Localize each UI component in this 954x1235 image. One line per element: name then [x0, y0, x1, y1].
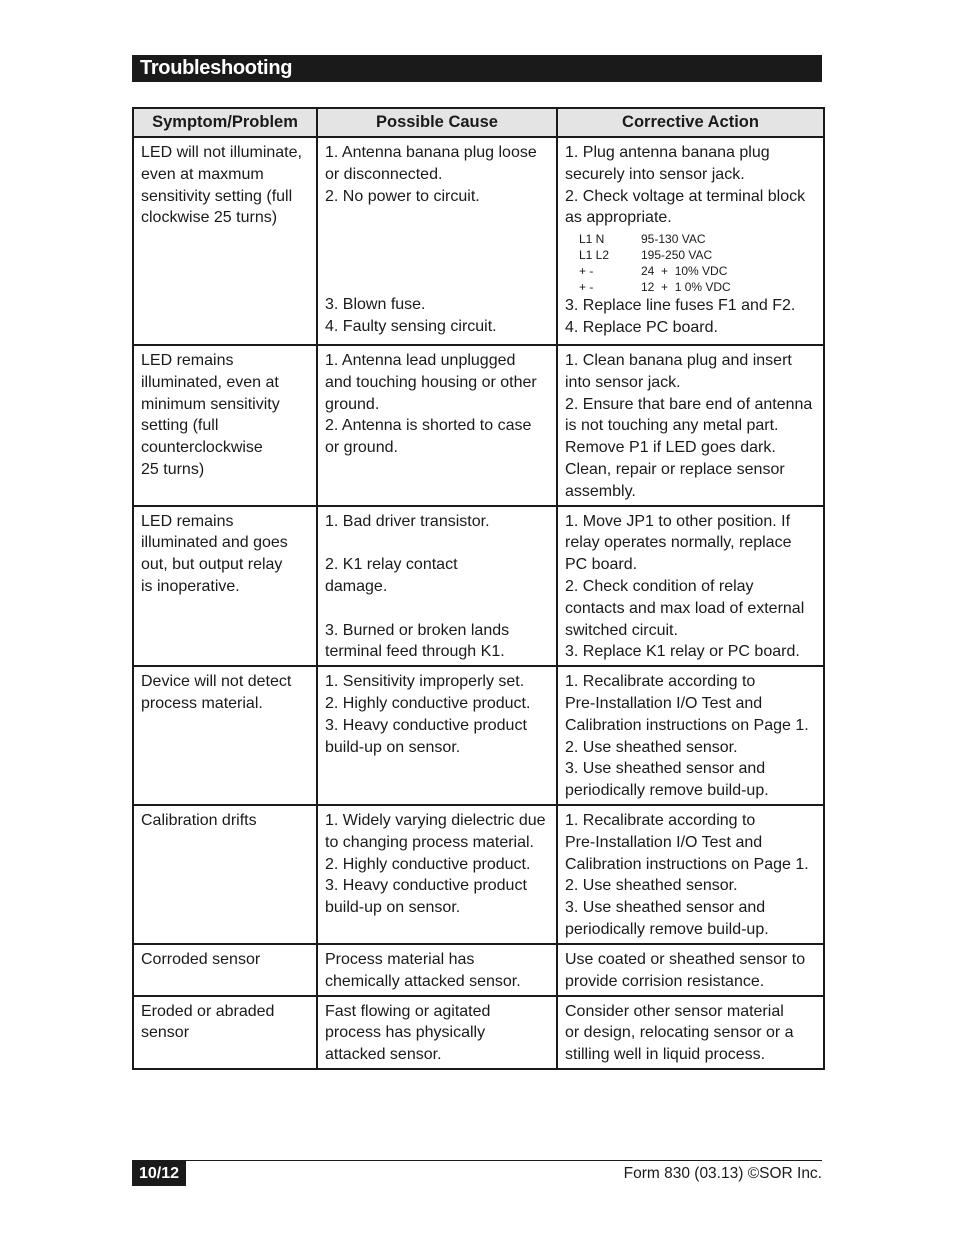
- cell-line: Calibration drifts: [141, 811, 257, 829]
- cell-line: sensor: [141, 1024, 190, 1042]
- cell-line: Pre-Installation I/O Test and: [565, 833, 763, 851]
- voltage-row: [579, 263, 815, 279]
- symptom-cell: [133, 506, 317, 667]
- cell-line: securely into sensor jack.: [565, 165, 745, 183]
- table-row: [133, 345, 824, 506]
- cell-line: periodically remove build-up.: [565, 782, 769, 800]
- troubleshooting-table: [132, 107, 825, 1070]
- cell-line: attacked sensor.: [325, 1046, 442, 1064]
- action-cell: [557, 666, 824, 805]
- cell-line: 3. Heavy conductive product: [325, 716, 527, 734]
- cause-cell: [317, 805, 557, 944]
- table-row: [133, 137, 824, 345]
- cell-line: 3. Replace line fuses F1 and F2.: [565, 297, 796, 315]
- cell-line: 1. Antenna lead unplugged: [325, 352, 516, 369]
- cell-line: Eroded or abraded: [141, 1002, 275, 1020]
- cell-line: 3. Use sheathed sensor and: [565, 760, 766, 778]
- cell-line: is inoperative.: [141, 577, 240, 595]
- cell-line: terminal feed through K1.: [325, 643, 505, 661]
- voltage-terminal: L1 L2: [579, 248, 610, 263]
- cell-line: [325, 598, 548, 620]
- cell-line: 4. Faulty sensing circuit.: [325, 318, 497, 336]
- cell-line: 3. Blown fuse.: [325, 296, 426, 314]
- cell-line: 1. Sensitivity improperly set.: [325, 673, 525, 691]
- cell-line: 3. Replace K1 relay or PC board.: [565, 643, 800, 661]
- voltage-value: 95-130 VAC: [641, 232, 706, 247]
- section-header-bar: [132, 55, 822, 82]
- cell-line: 1. Recalibrate according to: [565, 811, 756, 829]
- cell-line: chemically attacked sensor.: [325, 972, 521, 990]
- cell-line: damage.: [325, 577, 388, 595]
- voltage-row: [579, 247, 815, 263]
- page-number-badge: 10/12: [132, 1161, 186, 1186]
- table-row: [133, 996, 824, 1069]
- symptom-cell: [133, 944, 317, 996]
- action-cell: [557, 805, 824, 944]
- symptom-cell: [133, 996, 317, 1069]
- table-row: [133, 805, 824, 944]
- cell-line: Device will not detect: [141, 673, 292, 691]
- cell-line: LED remains: [141, 352, 234, 369]
- cell-line: to changing process material.: [325, 833, 534, 851]
- symptom-cell: [133, 805, 317, 944]
- cell-line: assembly.: [565, 482, 636, 500]
- cell-line: Fast flowing or agitated: [325, 1002, 491, 1020]
- cell-line: into sensor jack.: [565, 373, 681, 391]
- cause-cell: [317, 944, 557, 996]
- cell-line: ground.: [325, 395, 380, 413]
- voltage-value: 195-250 VAC: [641, 248, 713, 263]
- cell-line: provide corrision resistance.: [565, 972, 765, 990]
- cell-line: 1. Bad driver transistor.: [325, 512, 490, 530]
- voltage-terminal: + -: [579, 280, 594, 295]
- table-row: [133, 944, 824, 996]
- cell-line: sensitivity setting (full: [141, 187, 293, 205]
- cause-cell: [317, 137, 557, 345]
- cell-line: contacts and max load of external: [565, 599, 805, 617]
- cell-line: build-up on sensor.: [325, 899, 461, 917]
- cell-line: LED remains: [141, 512, 234, 530]
- cell-line: [325, 532, 548, 554]
- action-cell: [557, 944, 824, 996]
- cell-line: 1. Plug antenna banana plug: [565, 144, 770, 161]
- cell-line: illuminated and goes: [141, 534, 288, 552]
- cell-line: Consider other sensor material: [565, 1002, 784, 1020]
- cause-cell: [317, 506, 557, 667]
- cell-line: out, but output relay: [141, 556, 283, 574]
- cell-line: Use coated or sheathed sensor to: [565, 950, 806, 968]
- cause-cell: [317, 345, 557, 506]
- header-symptom: Symptom/Problem: [133, 108, 317, 137]
- cell-line: 2. K1 relay contact: [325, 556, 458, 574]
- cell-line: illuminated, even at: [141, 373, 279, 391]
- symptom-cell: [133, 666, 317, 805]
- cause-cell: [317, 996, 557, 1069]
- voltage-table: [579, 231, 815, 295]
- cell-line: 1. Clean banana plug and insert: [565, 352, 792, 369]
- cell-line: 1. Widely varying dielectric due: [325, 811, 546, 829]
- cell-line: 2. Highly conductive product.: [325, 855, 531, 873]
- cell-line: 25 turns): [141, 460, 205, 478]
- cell-line: even at maxmum: [141, 165, 264, 183]
- cell-line: setting (full: [141, 417, 219, 435]
- cell-line: Clean, repair or replace sensor: [565, 460, 785, 478]
- cell-line: 2. Use sheathed sensor.: [565, 877, 738, 895]
- cell-line: 2. Check voltage at terminal block: [565, 187, 806, 205]
- cell-line: periodically remove build-up.: [565, 920, 769, 938]
- cell-line: and touching housing or other: [325, 373, 537, 391]
- header-action: Corrective Action: [557, 108, 824, 137]
- cell-line: process has physically: [325, 1024, 486, 1042]
- cell-line: Pre-Installation I/O Test and: [565, 694, 763, 712]
- cell-line: 1. Antenna banana plug loose: [325, 144, 537, 161]
- table-body: [133, 137, 824, 1069]
- table-row: [133, 506, 824, 667]
- cell-line: stilling well in liquid process.: [565, 1046, 766, 1064]
- footer-rule: [132, 1160, 822, 1161]
- cell-line: 2. Ensure that bare end of antenna: [565, 395, 813, 413]
- voltage-value: 24 + 10% VDC: [641, 264, 728, 279]
- cell-line: 2. Highly conductive product.: [325, 694, 531, 712]
- cell-line: 3. Heavy conductive product: [325, 877, 527, 895]
- table-header: [133, 108, 824, 137]
- cell-line: 2. No power to circuit.: [325, 187, 480, 205]
- cell-line: PC board.: [565, 556, 638, 574]
- cell-line: 3. Use sheathed sensor and: [565, 899, 766, 917]
- cell-line: clockwise 25 turns): [141, 209, 278, 227]
- cell-line: LED will not illuminate,: [141, 144, 302, 161]
- header-cause: Possible Cause: [317, 108, 557, 137]
- cell-line: switched circuit.: [565, 621, 678, 639]
- voltage-row: [579, 231, 815, 247]
- cause-cell: [317, 666, 557, 805]
- cell-line: minimum sensitivity: [141, 395, 280, 413]
- cell-line: 1. Recalibrate according to: [565, 673, 756, 691]
- cell-line: Calibration instructions on Page 1.: [565, 716, 809, 734]
- cell-line: 2. Use sheathed sensor.: [565, 738, 738, 756]
- cell-line: 4. Replace PC board.: [565, 318, 718, 336]
- symptom-cell: [133, 137, 317, 345]
- cell-line: 1. Move JP1 to other position. If: [565, 512, 791, 530]
- cell-line: relay operates normally, replace: [565, 534, 792, 552]
- section-title: Troubleshooting: [140, 57, 293, 79]
- action-cell: [557, 137, 824, 345]
- cell-line: or design, relocating sensor or a: [565, 1024, 794, 1042]
- cell-line: is not touching any metal part.: [565, 417, 779, 435]
- cell-line: 3. Burned or broken lands: [325, 621, 510, 639]
- voltage-row: [579, 279, 815, 295]
- action-cell: [557, 996, 824, 1069]
- cell-line: Corroded sensor: [141, 950, 261, 968]
- voltage-terminal: L1 N: [579, 232, 605, 247]
- cell-line: process material.: [141, 694, 263, 712]
- cell-line: or ground.: [325, 439, 398, 457]
- cell-line: Remove P1 if LED goes dark.: [565, 439, 776, 457]
- symptom-cell: [133, 345, 317, 506]
- action-cell: [557, 506, 824, 667]
- table-row: [133, 666, 824, 805]
- cell-line: counterclockwise: [141, 439, 263, 457]
- voltage-terminal: + -: [579, 264, 594, 279]
- cell-line: 2. Antenna is shorted to case: [325, 417, 532, 435]
- cell-line: 2. Check condition of relay: [565, 577, 754, 595]
- cell-line: Calibration instructions on Page 1.: [565, 855, 809, 873]
- cell-line: as appropriate.: [565, 209, 672, 227]
- action-cell: [557, 345, 824, 506]
- cell-line: build-up on sensor.: [325, 738, 461, 756]
- voltage-value: 12 + 1 0% VDC: [641, 280, 731, 295]
- cell-line: Process material has: [325, 950, 475, 968]
- cell-line: or disconnected.: [325, 165, 443, 183]
- form-info: Form 830 (03.13) ©SOR Inc.: [623, 1165, 822, 1182]
